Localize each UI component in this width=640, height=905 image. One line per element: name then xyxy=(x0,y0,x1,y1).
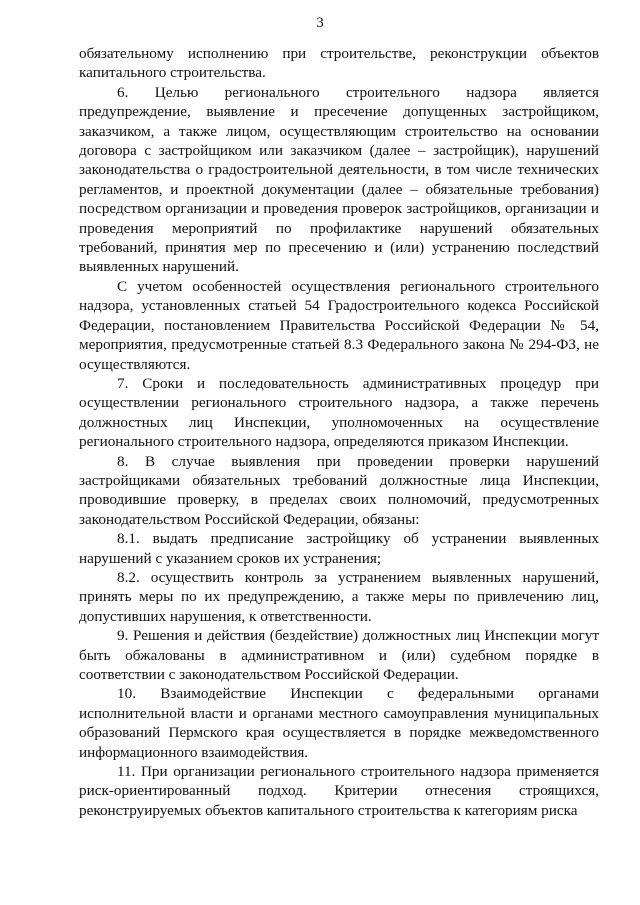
paragraph-item-8: 8. В случае выявления при проведении проверки нарушений застройщиками обязательных требований должностные лица Инспекции, проводившие проверку, в пределах своих полномочий, предусмотренных законодательством Российской Федерации, обязаны: xyxy=(79,452,599,528)
page-number: 3 xyxy=(316,15,324,31)
paragraph-item-7: 7. Сроки и последовательность административных процедур при осуществлении регионального строительного надзора, а также перечень должностных лиц Инспекции, уполномоченных на осуществление регионального строительного надзора, определяются приказом Инспекции. xyxy=(79,374,599,451)
paragraph-item-8-1: 8.1. выдать предписание застройщику об устранении выявленных нарушений с указанием сроков их устранения; xyxy=(79,530,599,567)
document-body xyxy=(79,44,599,820)
paragraph-item-11: 11. При организации регионального строительного надзора применяется риск-ориентированный подход. Критерии отнесения строящихся, реконструируемых объектов капитального строительства к категориям риска xyxy=(79,763,599,819)
paragraph-item-6: 6. Целью регионального строительного надзора является предупреждение, выявление и пресечение допущенных застройщиком, заказчиком, а также лицом, осуществляющим строительство на основании договора с застройщиком или заказчиком (далее – застройщик), нарушений законодательства о градостроительной деятельности, в том числе технических регламентов, и проектной документации (далее – обязательные требования) посредством организации и проведения проверок застройщиков, организации и проведения мероприятий по профилактике нарушений обязательных требований, принятия мер по пресечению и (или) устранению последствий выявленных нарушений. xyxy=(79,83,599,276)
paragraph-supervision-features: С учетом особенностей осуществления регионального строительного надзора, установленных статьей 54 Градостроительного кодекса Российской Федерации, постановлением Правительства Российской Федерации № 54, мероприятия, предусмотренные статьей 8.3 Федерального закона № 294-ФЗ, не осуществляются. xyxy=(79,277,599,373)
paragraph-continuation: обязательному исполнению при строительстве, реконструкции объектов капитального строительства. xyxy=(79,45,599,82)
paragraph-item-9: 9. Решения и действия (бездействие) должностных лиц Инспекции могут быть обжалованы в административном и (или) судебном порядке в соответствии с законодательством Российской Федерации. xyxy=(79,627,599,683)
paragraph-item-8-2: 8.2. осуществить контроль за устранением выявленных нарушений, принять меры по их предупреждению, а также меры по привлечению лиц, допустивших нарушения, к ответственности. xyxy=(79,568,599,625)
paragraph-item-10: 10. Взаимодействие Инспекции с федеральными органами исполнительной власти и органами местного самоуправления муниципальных образований Пермского края осуществляется в порядке межведомственного информационного взаимодействия. xyxy=(79,685,599,761)
